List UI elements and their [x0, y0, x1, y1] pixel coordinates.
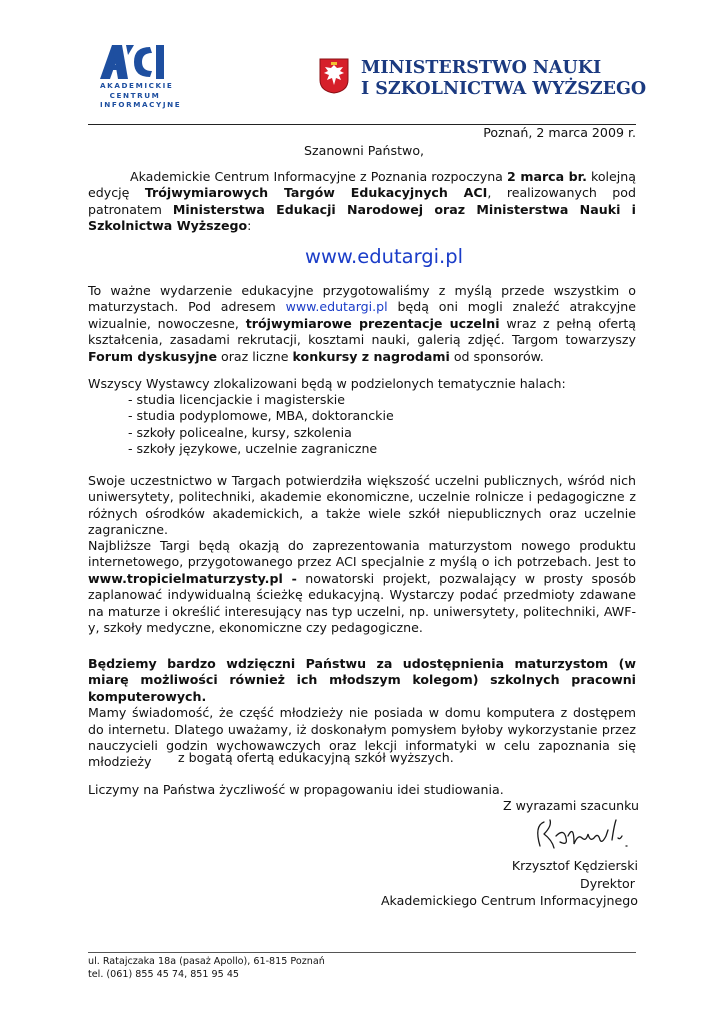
handwritten-signature	[530, 816, 640, 852]
list-item: - studia podyplomowe, MBA, doktoranckie	[128, 408, 394, 424]
text: wraz z pełną ofertą kształcenia, zasadami rekrutacji, kosztami nauki, galerią zdjęć. Targom towarzyszy	[88, 315, 636, 348]
ministry-header	[303, 53, 647, 111]
text: Akademickie Centrum Informacyjne z Poznania rozpoczyna	[130, 169, 508, 184]
signer-name: Krzysztof Kędzierski	[511, 858, 638, 873]
regards: Z wyrazami szacunku	[503, 798, 640, 813]
signer-title: Dyrektor	[580, 876, 635, 891]
list-item: - studia licencjackie i magisterskie	[128, 392, 346, 407]
bold-contests: konkursy z nagrodami	[292, 348, 450, 364]
text: nowatorski projekt, pozwalający w prosty sposób zaplanować indywidualną ścieżkę edukacyjną. Wystarczy podać przedmioty zdawane na maturze i określić interesujący nas typ uczelni, np. uniwersytety, politechniki, AWF-y, szkoły medyczne, ekonomiczne czy pedagogiczne.	[88, 570, 636, 636]
bold-presentations: trójwymiarowe prezentacje uczelni	[245, 315, 500, 331]
text: będą oni mogli znaleźć atrakcyjne wizualnie, nowoczesne,	[88, 299, 636, 331]
signer-organization: Akademickiego Centrum Informacyjnego	[380, 893, 638, 908]
text: od sponsorów.	[449, 348, 544, 364]
bold-request: Będziemy bardzo wdzięczni Państwu za udostępnienia maturzystom (w miarę możliwości również ich młodszym kolegom) szkolnych pracowni komputerowych.	[88, 656, 636, 704]
edutargi-link[interactable]: www.edutargi.pl	[285, 299, 388, 315]
ministry-name-line-1: MINISTERSTWO NAUKI	[361, 58, 602, 78]
bold-patrons: Ministerstwa Edukacji Narodowej oraz Ministerstwa Nauki i Szkolnictwa Wyższego	[88, 201, 636, 234]
aci-logo-icon	[98, 43, 170, 81]
paragraph-participants: Swoje uczestnictwo w Targach potwierdziła większość uczelni publicznych, wśród nich uniwersytety, politechniki, akademie ekonomiczne, uczelnie rolnicze i pedagogiczne z różnych ośrodków akademickich, a także wiele szkół niepublicznych oraz uczelnie zagraniczne.	[88, 473, 636, 538]
bold-date: 2 marca br.	[507, 169, 587, 184]
bold-event-name: Trójwymiarowych Targów Edukacyjnych ACI	[144, 185, 488, 201]
halls-list	[128, 392, 394, 458]
paragraph-tropiciel	[88, 538, 636, 636]
aci-logo-line-2: CENTRUM	[109, 90, 161, 100]
footer-divider	[88, 952, 636, 953]
list-item: - szkoły językowe, uczelnie zagraniczne	[128, 441, 378, 457]
paragraph-event	[88, 283, 636, 365]
paragraph-halls-intro: Wszyscy Wystawcy zlokalizowani będą w podzielonych tematycznie halach:	[88, 376, 566, 391]
ministry-name-line-2: I SZKOLNICTWA WYŻSZEGO	[361, 79, 647, 99]
text: To ważne wydarzenie edukacyjne przygotowaliśmy z myślą przede wszystkim o maturzystach. Pod adresem	[88, 283, 636, 315]
text: oraz liczne	[217, 348, 293, 364]
aci-logo-line-3: INFORMACYJNE	[100, 100, 182, 110]
paragraph-request-end: z bogatą ofertą edukacyjną szkół wyższych.	[178, 750, 454, 765]
edutargi-url-large[interactable]: www.edutargi.pl	[305, 245, 464, 268]
aci-logo-text	[100, 81, 182, 110]
text: Najbliższe Targi będą okazją do zaprezentowania maturzystom nowego produktu internetowego, przygotowanego przez ACI specjalnie z myślą o ich potrzebach. Jest to	[88, 538, 636, 570]
text: kolejną edycję	[88, 169, 636, 201]
aci-logo-line-1: AKADEMICKIE	[100, 81, 174, 90]
polish-eagle-emblem-icon	[319, 58, 349, 94]
salutation: Szanowni Państwo,	[304, 143, 425, 158]
aci-logo	[98, 43, 182, 117]
list-item: - szkoły policealne, kursy, szkolenia	[128, 424, 352, 440]
text: , realizowanych pod patronatem	[88, 185, 637, 217]
bold-tropiciel-url: www.tropicielmaturzysty.pl -	[88, 570, 297, 586]
bold-forum: Forum dyskusyjne	[88, 348, 218, 364]
footer-phone: tel. (061) 855 45 74, 851 95 45	[88, 968, 240, 980]
text: :	[247, 218, 252, 234]
closing-line: Liczymy na Państwa życzliwość w propagowaniu idei studiowania.	[88, 782, 504, 797]
paragraph-intro	[88, 169, 636, 235]
ministry-name	[361, 58, 646, 100]
letter-date: Poznań, 2 marca 2009 r.	[483, 125, 636, 140]
footer	[88, 956, 325, 981]
footer-address: ul. Ratajczaka 18a (pasaż Apollo), 61-815 Poznań	[88, 956, 325, 967]
text: Mamy świadomość, że część młodzieży nie posiada w domu komputera z dostępem do internetu. Dlatego uważamy, iż doskonałym pomysłem byłoby wykorzystanie przez nauczycieli godzin wychowawczych oraz lekcji informatyki w celu zapoznania się młodzieży	[88, 705, 636, 770]
